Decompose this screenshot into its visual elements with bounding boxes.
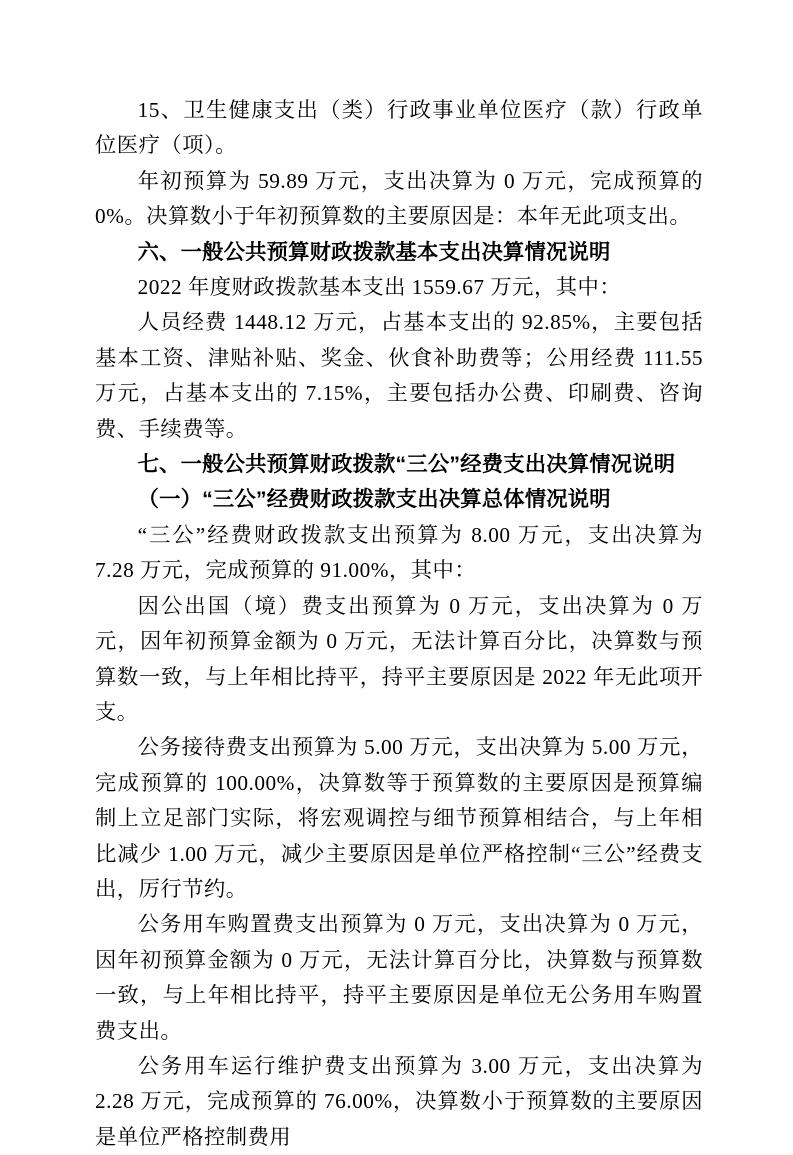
heading-section-7-1-overall-situation: （一）“三公”经费财政拨款支出决算总体情况说明: [137, 487, 611, 512]
paragraph-three-public-funds-overview: “三公”经费财政拨款支出预算为 8.00 万元，支出决算为 7.28 万元，完成预算的 91.00%，其中：: [95, 522, 703, 583]
paragraph-health-expenditure-item-15: 15、卫生健康支出（类）行政事业单位医疗（款）行政单位医疗（项）。: [95, 98, 703, 158]
paragraph-overseas-trips-expense: 因公出国（境）费支出预算为 0 万元，支出决算为 0 万元，因年初预算金额为 0 万元，无法计算百分比，决算数与预算数一致，与上年相比持平，持平主要原因是 2022 年无此项开支。: [95, 593, 703, 724]
paragraph-basic-expenditure-total: 2022 年度财政拨款基本支出 1559.67 万元，其中：: [137, 275, 622, 300]
paragraph-vehicle-purchase-expense: 公务用车购置费支出预算为 0 万元，支出决算为 0 万元，因年初预算金额为 0 万元，无法计算百分比，决算数与预算数一致，与上年相比持平，持平主要原因是单位无公务用车购置费支出。: [95, 912, 703, 1043]
paragraph-vehicle-maintenance-expense: 公务用车运行维护费支出预算为 3.00 万元，支出决算为 2.28 万元，完成预算的 76.00%，决算数小于预算数的主要原因是单位严格控制费用: [95, 1053, 703, 1149]
paragraph-item-15-budget-explanation: 年初预算为 59.89 万元，支出决算为 0 万元，完成预算的 0%。决算数小于年初预算数的主要原因是：本年无此项支出。: [95, 168, 703, 229]
document-body: [95, 93, 703, 1155]
paragraph-personnel-and-public-funds: 人员经费 1448.12 万元，占基本支出的 92.85%，主要包括基本工资、津贴补贴、奖金、伙食补助费等；公用经费 111.55 万元，占基本支出的 7.15%，主要包括办公费、印刷费、咨询费、手续费等。: [95, 310, 703, 441]
heading-section-6-basic-expenditure: 六、一般公共预算财政拨款基本支出决算情况说明: [137, 239, 611, 264]
heading-section-7-three-public-funds: 七、一般公共预算财政拨款“三公”经费支出决算情况说明: [137, 452, 676, 477]
paragraph-official-reception-expense: 公务接待费支出预算为 5.00 万元，支出决算为 5.00 万元，完成预算的 100.00%，决算数等于预算数的主要原因是预算编制上立足部门实际，将宏观调控与细节预算相结合，与上年相比减少 1.00 万元，减少主要原因是单位严格控制“三公”经费支出，厉行节约。: [95, 735, 703, 901]
